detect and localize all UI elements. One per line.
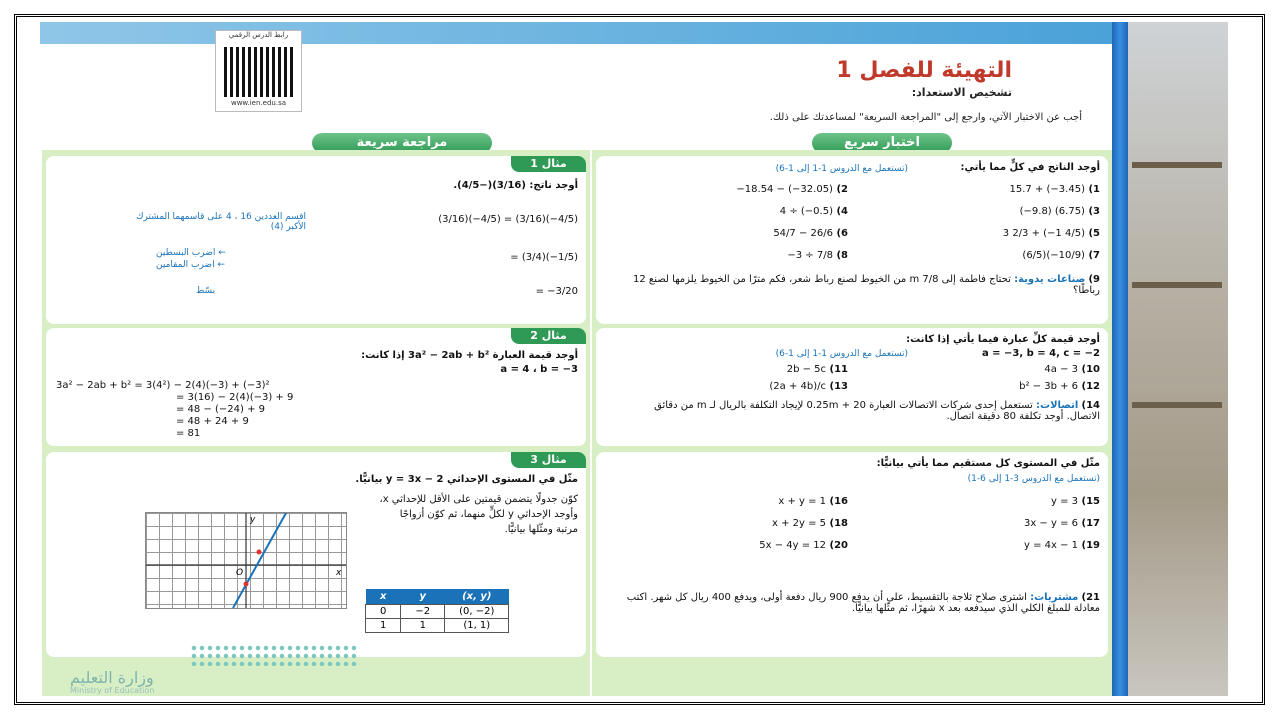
quiz3-q21: 21) مشتريات: اشترى صلاح ثلاجة بالتقسيط، على أن يدفع 900 ريال دفعة أولى، ويدفع 400 ريال كل شهر. اكتب معادلة للمبلغ الكلي الذي سيدفعه بعد x شهرًا، ثم مثّلها بيانيًّا. xyxy=(626,592,1100,614)
example-2-box xyxy=(46,328,586,446)
q9-text: تحتاج فاطمة إلى 7/8 m من الخيوط لصنع رباط شعر، فكم مترًا من الخيوط يلزمها لصنع 12 رباطًا؟ xyxy=(633,274,1100,296)
page-title: التهيئة للفصل 1 xyxy=(836,58,1012,83)
table-header-cell: (x, y) xyxy=(445,589,509,605)
exercise-item xyxy=(1010,184,1100,195)
exercise-number: 8) xyxy=(832,250,848,261)
exercise-number: 1) xyxy=(1084,184,1100,195)
instruction: أجب عن الاختبار الآتي، وارجع إلى "المراجعة السريعة" لمساعدتك على ذلك. xyxy=(769,112,1082,123)
table-header-cell: y xyxy=(401,589,445,605)
shelf xyxy=(1132,282,1222,288)
ex1-note2: ← اضرب البسطين xyxy=(156,248,226,258)
table-row xyxy=(366,605,509,619)
example-3-tag: مثال 3 xyxy=(511,452,586,468)
quiz-box-1 xyxy=(596,156,1108,324)
coordinate-grid xyxy=(145,512,347,609)
exercise-item xyxy=(1024,540,1100,551)
exercise-expression: 3 2/3 + (−1 4/5) xyxy=(1002,228,1085,239)
exercise-item xyxy=(759,540,848,551)
quiz2-vars: a = −3, b = 4, c = −2 xyxy=(981,348,1100,359)
exercise-item xyxy=(778,496,848,507)
exercise-item xyxy=(1020,206,1100,217)
exercise-item xyxy=(769,381,848,392)
ex2-line: = 81 xyxy=(176,428,201,439)
background-photo xyxy=(1112,22,1228,696)
ex1-note1: اقسم العددين 16 ، 4 على قاسمهما المشترك الأكبر (4) xyxy=(136,212,306,232)
exercise-expression: 3x − y = 6 xyxy=(1023,518,1079,529)
exercise-item xyxy=(1044,364,1100,375)
ministry-logo-icon xyxy=(190,644,360,666)
shelf xyxy=(1132,402,1222,408)
exercise-item xyxy=(1019,381,1100,392)
exercise-number: 17) xyxy=(1078,518,1100,529)
x-axis-label: x xyxy=(336,568,342,578)
exercise-number: 10) xyxy=(1078,364,1100,375)
ex2-line: = 3(16) − 2(4)(−3) + 9 xyxy=(176,392,294,403)
ex1-step2: = (3/4)(−1/5) xyxy=(510,252,578,263)
exercise-expression: x + 2y = 5 xyxy=(771,518,827,529)
q21-label: مشتريات: xyxy=(1030,592,1079,603)
exercise-item xyxy=(772,518,848,529)
quiz1-ref: (تستعمل مع الدروس 1-1 إلى 1-6) xyxy=(775,164,908,174)
table-header-cell: x xyxy=(366,589,401,605)
quiz2-q14: 14) اتصالات: تستعمل إحدى شركات الاتصالات العبارة 0.25m + 20 لإيجاد التكلفة بالريال لـ m من دقائق الاتصال. أوجد تكلفة 80 دقيقة اتصال. xyxy=(654,400,1100,422)
q21-text: اشترى صلاح ثلاجة بالتقسيط، على أن يدفع 900 ريال دفعة أولى، ويدفع 400 ريال كل شهر. اكتب معادلة للمبلغ الكلي الذي سيدفعه بعد x شهرًا، ثم مثّلها بيانيًّا. xyxy=(626,592,1100,614)
exercise-expression: 4 ÷ (−0.5) xyxy=(779,206,833,217)
example-2-tag: مثال 2 xyxy=(511,328,586,344)
blue-stripe xyxy=(1112,22,1128,696)
exercise-number: 11) xyxy=(826,364,848,375)
exercise-expression: 2b − 5c xyxy=(786,364,827,375)
ex2-line: = 48 − (−24) + 9 xyxy=(176,404,266,415)
quiz2-ref: (تستعمل مع الدروس 1-1 إلى 1-6) xyxy=(775,349,908,359)
exercise-expression: y = 3 xyxy=(1050,496,1079,507)
graph-line xyxy=(233,513,286,608)
exercise-number: 20) xyxy=(826,540,848,551)
y-axis-label: y xyxy=(250,515,256,525)
exercise-number: 13) xyxy=(826,381,848,392)
exercise-item xyxy=(1051,496,1100,507)
q9-label: صناعات يدوية: xyxy=(1014,274,1086,285)
ministry-name-ar: وزارة التعليم xyxy=(70,668,154,687)
qr-caption: رابط الدرس الرقمي xyxy=(228,31,289,39)
exercise-expression: (2a + 4b)/c xyxy=(769,381,827,392)
quiz3-prompt: مثّل في المستوى كل مستقيم مما يأتي بيانيًّا: xyxy=(876,458,1100,469)
exercise-item xyxy=(1022,250,1100,261)
table-header-row xyxy=(366,589,509,605)
table-cell: 0 xyxy=(366,605,401,619)
table-cell: (0, −2) xyxy=(445,605,509,619)
shelf xyxy=(1132,162,1222,168)
ex3-text: كوّن جدولًا يتضمن قيمتين على الأقل للإحداثي x، وأوجد الإحداثي y لكلٍّ منهما، ثم كوّن أزواجًا مرتبة ومثّلها بيانيًّا. xyxy=(379,494,578,535)
exercise-number: 4) xyxy=(832,206,848,217)
xy-table xyxy=(365,589,509,633)
exercise-number: 5) xyxy=(1084,228,1100,239)
page-subtitle: تشخيص الاستعداد: xyxy=(911,86,1012,99)
quiz3-ref: (تستعمل مع الدروس 3-1 إلى 6-1) xyxy=(967,474,1100,484)
ex1-step1: (3/16)(−4/5) = (3/16)(−4/5) xyxy=(438,214,578,225)
table-cell: 1 xyxy=(366,619,401,633)
exercise-number: 7) xyxy=(1084,250,1100,261)
quiz1-prompt: أوجد الناتج في كلٍّ مما يأتي: xyxy=(960,162,1100,173)
exercise-number: 12) xyxy=(1078,381,1100,392)
ex2-vars: a = 4 ، b = −3 xyxy=(500,364,578,375)
exercise-number: 19) xyxy=(1078,540,1100,551)
exercise-item xyxy=(736,184,848,195)
example-1-box xyxy=(46,156,586,324)
quiz2-prompt: أوجد قيمة كلِّ عبارة فيما يأتي إذا كانت: xyxy=(906,334,1100,345)
quiz-box-3 xyxy=(596,452,1108,657)
ex1-note4: بسّط xyxy=(196,286,216,296)
exercise-number: 16) xyxy=(826,496,848,507)
point-0-neg2 xyxy=(244,582,249,587)
origin-label: O xyxy=(236,568,244,578)
exercise-number: 6) xyxy=(832,228,848,239)
ex1-step3: = −3/20 xyxy=(535,286,578,297)
q14-text: تستعمل إحدى شركات الاتصالات العبارة 0.25m + 20 لإيجاد التكلفة بالريال لـ m من دقائق الاتصال. أوجد تكلفة 80 دقيقة اتصال. xyxy=(654,400,1100,422)
exercise-number: 3) xyxy=(1084,206,1100,217)
ex2-line: = 48 + 24 + 9 xyxy=(176,416,249,427)
top-color-bar xyxy=(40,22,1112,44)
quiz-header: اختبار سريع xyxy=(812,133,952,153)
ex2-prompt: أوجد قيمة العبارة 3a² − 2ab + b² إذا كانت: xyxy=(361,350,578,361)
textbook-page xyxy=(40,22,1112,696)
point-1-1 xyxy=(257,550,262,555)
table-row xyxy=(366,619,509,633)
exercise-expression: 4a − 3 xyxy=(1044,364,1079,375)
table-body xyxy=(366,605,509,633)
quiz-box-2 xyxy=(596,328,1108,446)
review-header: مراجعة سريعة xyxy=(312,133,492,153)
exercise-expression: 5x − 4y = 12 xyxy=(759,540,827,551)
qr-icon xyxy=(224,47,294,97)
exercise-expression: 15.7 + (−3.45) xyxy=(1009,184,1085,195)
table-cell: −2 xyxy=(401,605,445,619)
exercise-item xyxy=(1003,228,1100,239)
ex1-prompt: أوجد ناتج: (3/16)(−4/5). xyxy=(453,180,578,191)
exercise-item xyxy=(1024,518,1100,529)
ex3-prompt: مثّل في المستوى الإحداثي y = 3x − 2 بيانيًّا. xyxy=(355,474,578,485)
qr-code[interactable] xyxy=(215,30,302,112)
ex2-line: 3a² − 2ab + b² = 3(4²) − 2(4)(−3) + (−3)² xyxy=(56,380,270,391)
exercise-item xyxy=(787,364,848,375)
table-cell: (1, 1) xyxy=(445,619,509,633)
exercise-item xyxy=(787,250,848,261)
exercise-item xyxy=(780,206,848,217)
ex1-note3: ← اضرب المقامين xyxy=(156,260,225,270)
exercise-expression: 54/7 − 26/6 xyxy=(773,228,833,239)
quiz1-q9: 9) صناعات يدوية: تحتاج فاطمة إلى 7/8 m من الخيوط لصنع رباط شعر، فكم مترًا من الخيوط يلزمها لصنع 12 رباطًا؟ xyxy=(633,274,1100,296)
exercise-item xyxy=(773,228,848,239)
exercise-expression: y = 4x − 1 xyxy=(1023,540,1079,551)
exercise-expression: (−9.8) (6.75) xyxy=(1019,206,1085,217)
q14-label: اتصالات: xyxy=(1036,400,1079,411)
example-1-tag: مثال 1 xyxy=(511,156,586,172)
ministry-name-en: Ministry of Education xyxy=(70,686,155,695)
exercise-expression: −18.54 − (−32.05) xyxy=(736,184,833,195)
graph-svg xyxy=(146,513,346,608)
table-cell: 1 xyxy=(401,619,445,633)
exercise-number: 15) xyxy=(1078,496,1100,507)
exercise-expression: b² − 3b + 6 xyxy=(1019,381,1079,392)
exercise-expression: x + y = 1 xyxy=(778,496,827,507)
exercise-expression: (6/5)(−10/9) xyxy=(1022,250,1085,261)
qr-url: www.ien.edu.sa xyxy=(230,99,287,107)
exercise-number: 2) xyxy=(832,184,848,195)
exercise-expression: −3 ÷ 7/8 xyxy=(787,250,833,261)
exercise-number: 18) xyxy=(826,518,848,529)
